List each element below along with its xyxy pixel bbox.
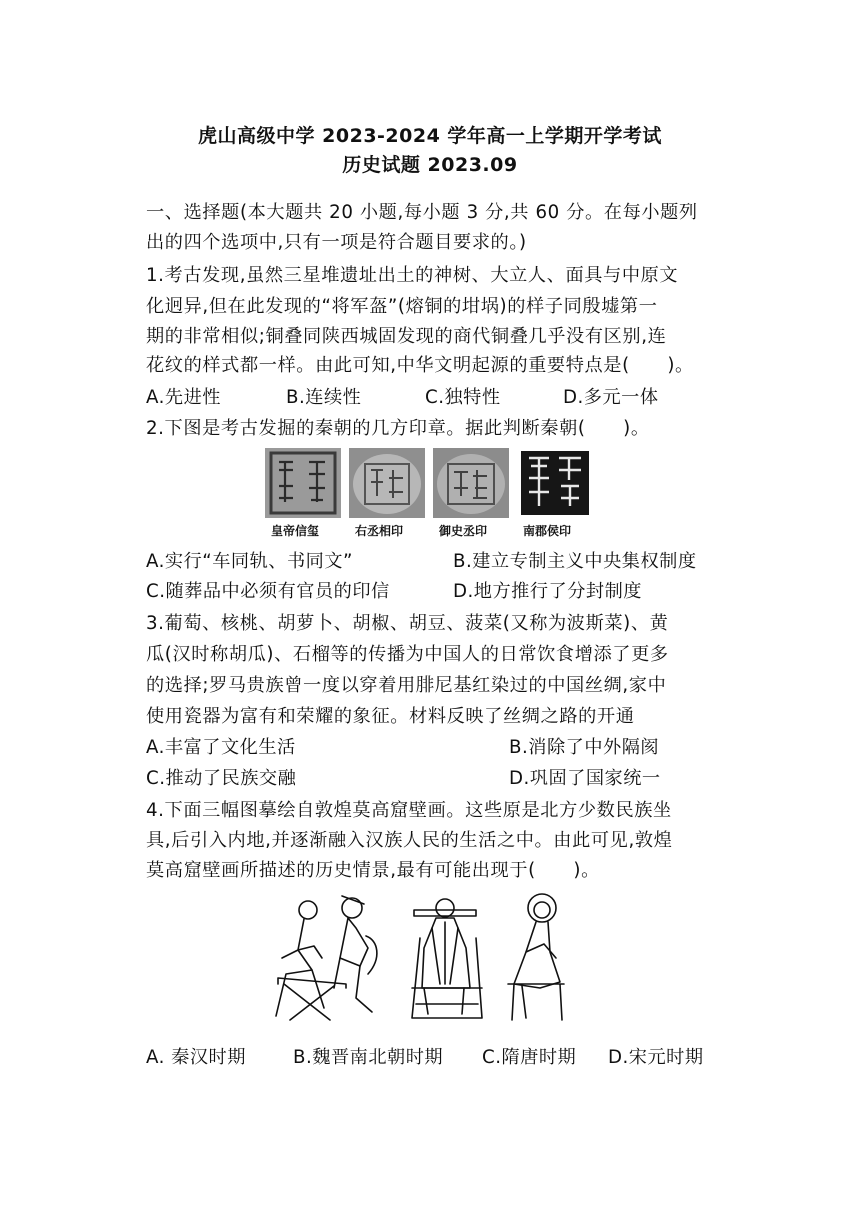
q4-option-b: B.魏晋南北朝时期 [293,1047,444,1068]
q1-option-d: D.多元一体 [563,387,659,408]
q4-stem-line: 具,后引入内地,并逐渐融入汉族人民的生活之中。由此可见,敦煌 [146,830,673,851]
section-intro-line: 一、选择题(本大题共 20 小题,每小题 3 分,共 60 分。在每小题列 [146,202,698,223]
seal-images [263,448,593,538]
q4-stem-line: 4.下面三幅图摹绘自敦煌莫高窟壁画。这些原是北方少数民族坐 [146,800,672,821]
seal-caption: 御史丞印 [439,524,488,538]
q4-stem-line: 莫高窟壁画所描述的历史情景,最有可能出现于( )。 [146,860,600,881]
q3-option-c: C.推动了民族交融 [146,768,297,789]
q3-stem-line: 3.葡萄、核桃、胡萝卜、胡椒、胡豆、菠菜(又称为波斯菜)、黄 [146,613,669,634]
q3-option-a: A.丰富了文化生活 [146,737,296,758]
q1-option-a: A.先进性 [146,387,221,408]
q1-stem-line: 期的非常相似;铜叠同陕西城固发现的商代铜叠几乎没有区别,连 [146,326,667,347]
q1-stem-line: 1.考古发现,虽然三星堆遗址出土的神树、大立人、面具与中原文 [146,265,679,286]
q1-option-c: C.独特性 [425,387,501,408]
section-intro-line: 出的四个选项中,只有一项是符合题目要求的。) [146,232,527,253]
q1-stem-line: 花纹的样式都一样。由此可知,中华文明起源的重要特点是( )。 [146,355,694,376]
q3-option-d: D.巩固了国家统一 [509,768,661,789]
seal-image-censor [433,448,509,518]
q2-stem: 2.下图是考古发掘的秦朝的几方印章。据此判断秦朝( )。 [146,418,650,439]
q2-option-c: C.随葬品中必须有官员的印信 [146,581,390,602]
q3-stem-line: 瓜(汉时称胡瓜)、石榴等的传播为中国人的日常饮食增添了更多 [146,644,669,665]
q2-option-a: A.实行“车同轨、书同文” [146,551,353,572]
q3-option-b: B.消除了中外隔阂 [509,737,660,758]
seal-caption: 南郡侯印 [523,524,572,538]
mural-illustration [264,888,594,1033]
q2-option-d: D.地方推行了分封制度 [453,581,642,602]
seal-image-emperor [265,448,341,518]
q1-stem-line: 化迥异,但在此发现的“将军盔”(熔铜的坩埚)的样子同殷墟第一 [146,296,658,317]
q2-option-b: B.建立专制主义中央集权制度 [453,551,697,572]
exam-subtitle: 历史试题 2023.09 [342,154,518,176]
exam-title: 虎山高级中学 2023-2024 学年高一上学期开学考试 [198,125,662,147]
q4-option-a: A. 秦汉时期 [146,1047,246,1068]
q3-stem-line: 的选择;罗马贵族曾一度以穿着用腓尼基红染过的中国丝绸,家中 [146,675,667,696]
q1-option-b: B.连续性 [286,387,362,408]
q4-option-c: C.隋唐时期 [482,1047,577,1068]
seal-image-nanjun [517,448,593,518]
seal-image-chancellor [349,448,425,518]
q3-stem-line: 使用瓷器为富有和荣耀的象征。材料反映了丝绸之路的开通 [146,706,635,727]
q4-option-d: D.宋元时期 [608,1047,704,1068]
seal-caption: 皇帝信玺 [271,524,320,538]
seal-caption: 右丞相印 [355,524,404,538]
